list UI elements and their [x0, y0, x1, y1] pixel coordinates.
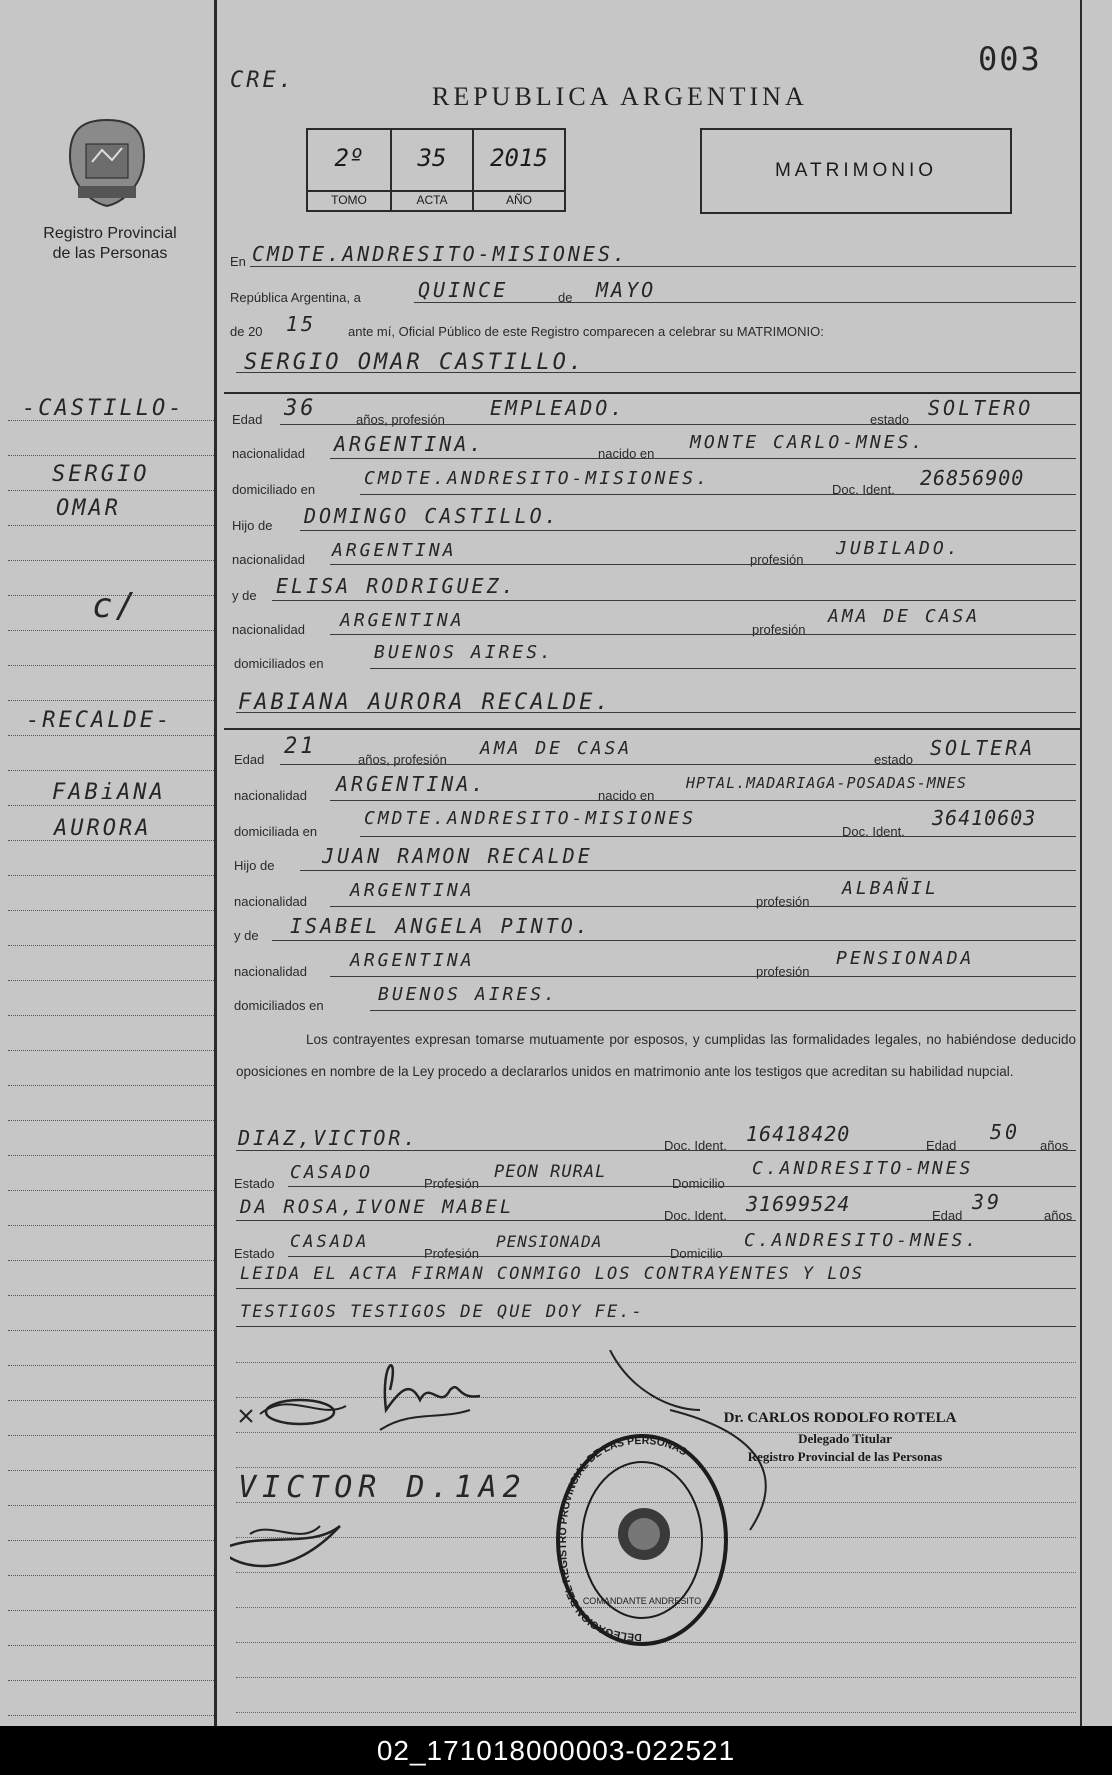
estado-label: estado: [870, 412, 910, 427]
margin-rule-line: [8, 1260, 214, 1261]
margin-bride-surname: -RECALDE-: [26, 708, 173, 733]
groom-birthplace: MONTE CARLO-MNES.: [690, 432, 926, 453]
volume-box: [306, 128, 566, 212]
doc-label: Doc. Ident.: [664, 1208, 727, 1223]
margin-groom-name-2: OMAR: [56, 496, 121, 521]
witness-1-doc: 16418420: [746, 1122, 851, 1146]
margin-rule-line: [8, 1400, 214, 1401]
margin-rule-line: [8, 700, 214, 701]
rule: [272, 940, 1076, 941]
closing-line-2: TESTIGOS TESTIGOS DE QUE DOY FE.-: [240, 1302, 644, 1322]
nacionalidad-label: nacionalidad: [232, 446, 306, 461]
year-prefix: de 20: [230, 324, 263, 339]
yde-label: y de: [234, 928, 259, 943]
margin-bride-name-2: AURORA: [54, 816, 152, 841]
groom-profession: EMPLEADO.: [490, 396, 626, 420]
bride-father-nationality: ARGENTINA: [350, 880, 475, 901]
profesion-label: profesión: [752, 622, 806, 637]
margin-conjunction: c/: [92, 586, 139, 626]
groom-mother-nationality: ARGENTINA: [340, 610, 465, 631]
bride-nationality: ARGENTINA.: [336, 772, 487, 796]
rule: [370, 1010, 1076, 1011]
margin-rule-line: [8, 1190, 214, 1191]
bride-father: JUAN RAMON RECALDE: [322, 844, 593, 868]
nacido-label: nacido en: [598, 788, 655, 803]
rule: [300, 870, 1076, 871]
groom-mother: ELISA RODRIGUEZ.: [276, 574, 517, 598]
acta-label: ACTA: [392, 190, 472, 208]
margin-rule-line: [8, 1610, 214, 1611]
margin-rule-line: [8, 1295, 214, 1296]
groom-age: 36: [284, 396, 317, 421]
margin-rule-line: [8, 1225, 214, 1226]
margin-rule-line: [8, 1470, 214, 1471]
domiciliado-label: domiciliado en: [232, 482, 316, 497]
rule: [272, 600, 1076, 601]
rule: [330, 906, 1076, 907]
act-type-box: [700, 128, 1012, 214]
groom-mother-profession: AMA DE CASA: [828, 606, 981, 627]
nacionalidad-label: nacionalidad: [232, 552, 306, 567]
stamp-inner-text: COMANDANTE ANDRESITO: [582, 1596, 702, 1606]
ceremony-day: QUINCE: [418, 278, 509, 302]
rule: [280, 424, 1076, 425]
margin-rule-line: [8, 1715, 214, 1716]
margin-rule-line: [8, 1085, 214, 1086]
witness-2-status: CASADA: [290, 1232, 370, 1252]
bride-mother-profession: PENSIONADA: [836, 948, 975, 969]
rule: [250, 266, 1076, 267]
rule: [330, 564, 1076, 565]
nacionalidad-label: nacionalidad: [232, 622, 306, 637]
official-name: Dr. CARLOS RODOLFO ROTELA: [723, 1410, 957, 1426]
en-label: En: [230, 254, 246, 269]
anos-label: años, profesión: [358, 752, 447, 767]
margin-rule-line: [8, 1330, 214, 1331]
groom-doc: 26856900: [920, 466, 1025, 490]
groom-parents-domicile: BUENOS AIRES.: [374, 642, 554, 663]
groom-full-name: SERGIO OMAR CASTILLO.: [244, 350, 586, 375]
groom-father-nationality: ARGENTINA: [332, 540, 457, 561]
rule: [330, 976, 1076, 977]
domiciliada-label: domiciliada en: [234, 824, 318, 839]
margin-rule-line: [8, 1645, 214, 1646]
bride-doc: 36410603: [932, 806, 1037, 830]
anio-cell: [474, 130, 564, 210]
rule: [300, 530, 1076, 531]
witness-1-status: CASADO: [290, 1162, 374, 1183]
margin-rule-line: [8, 735, 214, 736]
witness-1-profession: PEON RURAL: [494, 1162, 607, 1182]
rule: [236, 1288, 1076, 1289]
ceremony-month: MAYO: [596, 278, 657, 302]
margin-groom-surname: -CASTILLO-: [22, 396, 185, 421]
section-rule: [224, 728, 1080, 730]
anos-label: años: [1040, 1138, 1069, 1153]
rule: [360, 494, 1076, 495]
anio-label: AÑO: [474, 190, 564, 208]
edad-label: Edad: [234, 752, 265, 767]
act-type: MATRIMONIO: [774, 160, 938, 181]
margin-rule-line: [8, 980, 214, 981]
bride-father-profession: ALBAÑIL: [842, 878, 939, 899]
groom-civil-status: SOLTERO: [928, 396, 1034, 420]
margin-rule-line: [8, 595, 214, 596]
bride-mother: ISABEL ANGELA PINTO.: [290, 914, 591, 938]
stamp-outer-text: DELEGACION DEL REGISTRO PROVINCIAL DE LAS PERSONAS: [556, 1434, 689, 1644]
profesion-label: profesión: [756, 894, 810, 909]
bride-full-name: FABIANA AURORA RECALDE.: [238, 690, 612, 715]
margin-rule-line: [8, 665, 214, 666]
estado-label: Estado: [234, 1176, 275, 1191]
rule: [236, 372, 1076, 373]
nacido-label: nacido en: [598, 446, 655, 461]
body-rule-line: [236, 1677, 1076, 1678]
edad-label: Edad: [932, 1208, 963, 1223]
folio-number: 003: [978, 40, 1042, 78]
yde-label: y de: [232, 588, 257, 603]
tomo-cell: [308, 130, 392, 210]
doc-label: Doc. Ident.: [664, 1138, 727, 1153]
estado-label: Estado: [234, 1246, 275, 1261]
profesion-label: Profesión: [424, 1176, 479, 1191]
domicilio-label: Domicilio: [670, 1246, 723, 1261]
witness-2-domicile: C.ANDRESITO-MNES.: [744, 1230, 980, 1251]
ceremony-place: CMDTE.ANDRESITO-MISIONES.: [252, 242, 629, 266]
coat-of-arms-seal: [62, 116, 152, 208]
tomo-label: TOMO: [308, 190, 390, 208]
rule: [236, 712, 1076, 713]
acta-value: 35: [417, 144, 447, 172]
edad-label: Edad: [232, 412, 263, 427]
rule: [280, 764, 1076, 765]
margin-rule-line: [8, 1505, 214, 1506]
de-label: de: [558, 290, 573, 305]
margin-rule-line: [8, 770, 214, 771]
bride-age: 21: [284, 734, 317, 759]
hijo-label: Hijo de: [234, 858, 275, 873]
hijo-label: Hijo de: [232, 518, 273, 533]
bride-birthplace: HPTAL.MADARIAGA-POSADAS-MNES: [686, 774, 967, 792]
margin-rule-line: [8, 525, 214, 526]
margin-rule-line: [8, 1050, 214, 1051]
margin-rule-line: [8, 630, 214, 631]
rule: [330, 800, 1076, 801]
margin-rule-line: [8, 840, 214, 841]
doc-label: Doc. Ident.: [832, 482, 895, 497]
margin-rule-line: [8, 1015, 214, 1016]
witness-1-domicile: C.ANDRESITO-MNES: [752, 1158, 974, 1179]
margin-rule-line: [8, 1575, 214, 1576]
rule: [370, 668, 1076, 669]
nacionalidad-label: nacionalidad: [234, 964, 308, 979]
margin-rule-line: [8, 910, 214, 911]
rule: [330, 634, 1076, 635]
republica-label: República Argentina, a: [230, 290, 361, 305]
scan-id: 02_171018000003-022521: [0, 1726, 1112, 1775]
rule: [330, 458, 1076, 459]
rule: [236, 1150, 1076, 1151]
witness-signature-text: VICTOR D.1A2: [238, 1470, 527, 1505]
groom-nationality: ARGENTINA.: [334, 432, 485, 456]
margin-rule-line: [8, 1120, 214, 1121]
rule: [236, 1220, 1076, 1221]
margin-rule-line: [8, 560, 214, 561]
domicilio-label: Domicilio: [672, 1176, 725, 1191]
witness-2-name: DA ROSA,IVONE MABEL: [240, 1196, 515, 1218]
declaration-text: Los contrayentes expresan tomarse mutuamente por esposos, y cumplidas las formalidades legales, no habiéndose deducido oposiciones en nombre de la Ley procedo a declararlos unidos en matrimonio ante los testigos que acreditan su habilidad nupcial.: [236, 1032, 1076, 1079]
domiciliados-label: domiciliados en: [234, 656, 324, 671]
domiciliados-label: domiciliados en: [234, 998, 324, 1013]
groom-domicile: CMDTE.ANDRESITO-MISIONES.: [364, 468, 710, 489]
closing-line-1: LEIDA EL ACTA FIRMAN CONMIGO LOS CONTRAYENTES Y LOS: [240, 1264, 864, 1284]
margin-rule-line: [8, 1540, 214, 1541]
ante-label: ante mí, Oficial Público de este Registro comparecen a celebrar su MATRIMONIO:: [348, 324, 824, 339]
bride-civil-status: SOLTERA: [930, 736, 1036, 760]
right-rule: [1080, 0, 1082, 1726]
rule: [288, 1186, 1076, 1187]
acta-cell: [392, 130, 474, 210]
margin-rule-line: [8, 1155, 214, 1156]
anos-label: años: [1044, 1208, 1073, 1223]
witness-2-profession: PENSIONADA: [496, 1232, 603, 1251]
margin-rule-line: [8, 875, 214, 876]
margin-rule-line: [8, 945, 214, 946]
year-suffix: 15: [286, 312, 317, 336]
margin-rule-line: [8, 805, 214, 806]
nacionalidad-label: nacionalidad: [234, 788, 308, 803]
groom-father: DOMINGO CASTILLO.: [304, 504, 560, 528]
rule: [288, 1256, 1076, 1257]
bride-domicile: CMDTE.ANDRESITO-MISIONES: [364, 808, 697, 829]
profesion-label: profesión: [756, 964, 810, 979]
tomo-value: 2º: [334, 144, 364, 172]
witness-2-age: 39: [972, 1190, 1003, 1214]
rule: [360, 836, 1076, 837]
margin-rule-line: [8, 455, 214, 456]
country-title: REPUBLICA ARGENTINA: [432, 82, 808, 111]
anio-value: 2015: [490, 144, 548, 172]
rule: [236, 1326, 1076, 1327]
margin-column: [0, 0, 216, 1726]
official-office: Registro Provincial de las Personas: [747, 1449, 943, 1464]
margin-rule: [214, 0, 217, 1726]
margin-rule-line: [8, 420, 214, 421]
witness-1-name: DIAZ,VICTOR.: [238, 1126, 419, 1150]
margin-groom-name-1: SERGIO: [52, 462, 150, 487]
anos-label: años, profesión: [356, 412, 445, 427]
witness-2-doc: 31699524: [746, 1192, 851, 1216]
margin-rule-line: [8, 1435, 214, 1436]
margin-bride-name-1: FABiANA: [52, 780, 166, 805]
witness-1-age: 50: [990, 1120, 1021, 1144]
estado-label: estado: [874, 752, 914, 767]
bride-mother-nationality: ARGENTINA: [350, 950, 475, 971]
rule: [414, 302, 1076, 303]
nacionalidad-label: nacionalidad: [234, 894, 308, 909]
body-rule-line: [236, 1712, 1076, 1713]
official-title: Delegado Titular: [798, 1431, 892, 1446]
bride-profession: AMA DE CASA: [480, 738, 633, 759]
section-rule: [224, 392, 1080, 394]
official-block: [700, 1410, 990, 1465]
bride-parents-domicile: BUENOS AIRES.: [378, 984, 558, 1005]
margin-rule-line: [8, 490, 214, 491]
doc-label: Doc. Ident.: [842, 824, 905, 839]
edad-label: Edad: [926, 1138, 957, 1153]
stamp-code: CRE.: [230, 68, 295, 93]
groom-father-profession: JUBILADO.: [836, 538, 961, 559]
profesion-label: Profesión: [424, 1246, 479, 1261]
profesion-label: profesión: [750, 552, 804, 567]
margin-rule-line: [8, 1365, 214, 1366]
registry-name: Registro Provincial de las Personas: [43, 225, 177, 262]
margin-rule-line: [8, 1680, 214, 1681]
registry-stamp: [552, 1430, 732, 1650]
